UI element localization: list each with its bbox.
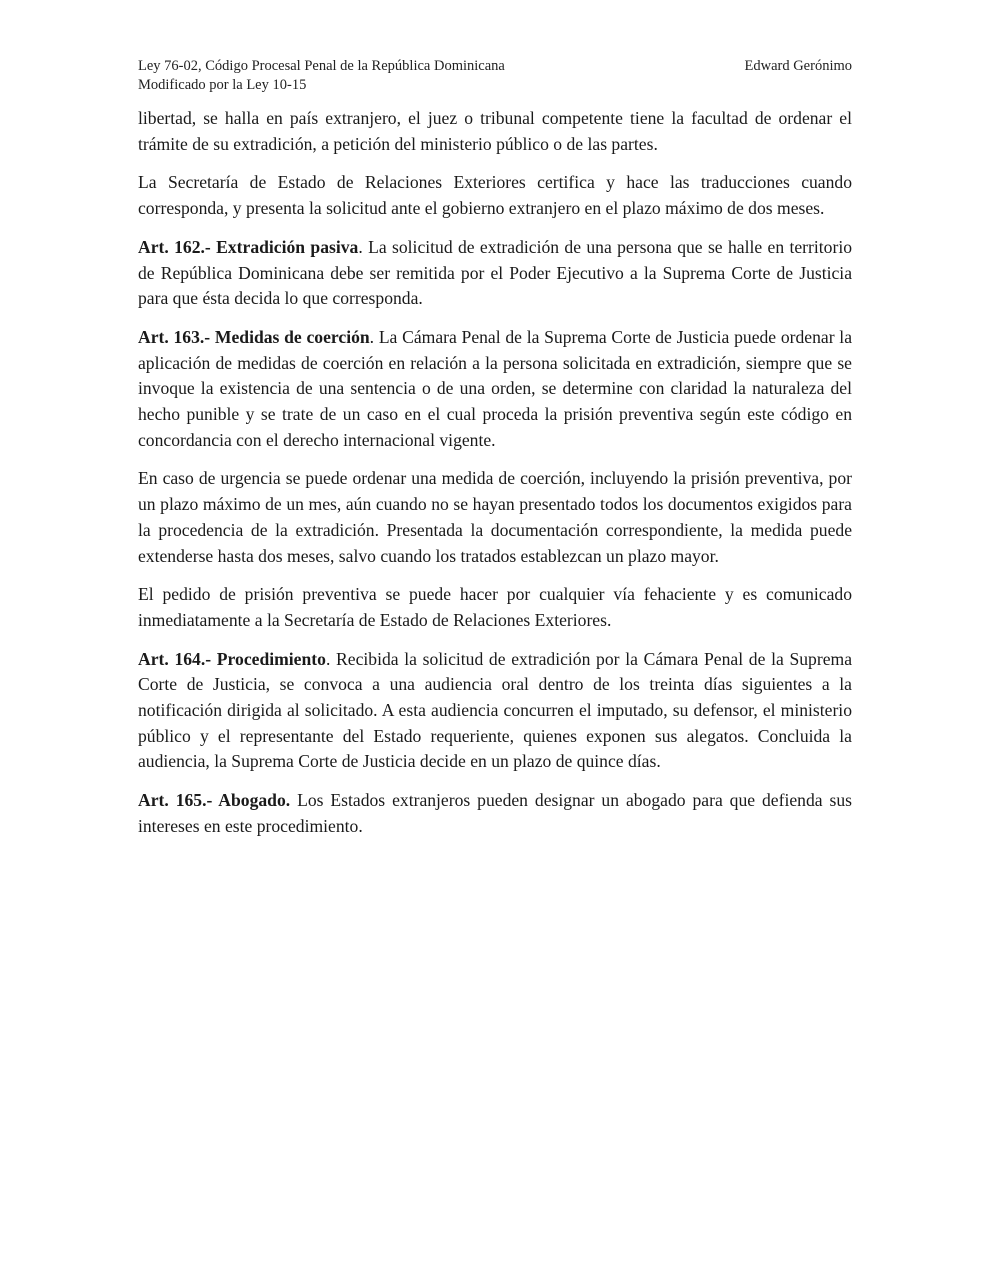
header-subtitle: Modificado por la Ley 10-15 (138, 77, 307, 93)
article-text: La solicitud de extradición de una persona que se halle en territorio de República Dominicana debe ser remitida por el Poder Ejecutivo a la Suprema Corte de Justicia para que ésta decida lo que corresponda. (138, 236, 853, 309)
article-text: Los Estados extranjeros pueden designar un abogado para que defienda sus intereses en este procedimiento. (138, 790, 852, 836)
article-heading: Art. 162.- Extradición pasiva (138, 236, 359, 257)
paragraph-text: El pedido de prisión preventiva se puede hacer por cualquier vía fehaciente y es comunicado inmediatamente a la Secretaría de Estado de Relaciones Exteriores. (138, 584, 852, 630)
paragraph-continuation (138, 106, 852, 157)
article-163 (138, 325, 852, 454)
article-heading: Art. 163.- Medidas de coerción (138, 326, 370, 347)
document-page (138, 57, 852, 853)
article-separator: . (358, 236, 369, 257)
header-row-1 (138, 57, 852, 76)
article-heading: Art. 165.- Abogado. (138, 790, 291, 811)
article-162 (138, 235, 852, 312)
paragraph-relaciones-exteriores (138, 170, 852, 221)
page-header (138, 57, 852, 95)
header-author: Edward Gerónimo (744, 58, 852, 74)
article-text: La Cámara Penal de la Suprema Corte de Justicia puede ordenar la aplicación de medidas de coerción en relación a la persona solicitada en extradición, siempre que se invoque la existencia de una sentencia o de una orden, se determine con claridad la naturaleza del hecho punible y se trate de un caso en el cual proceda la prisión preventiva según este código en concordancia con el derecho internacional vigente. (138, 326, 853, 450)
article-separator: . (369, 326, 379, 347)
document-body (138, 106, 852, 840)
article-165 (138, 788, 852, 839)
paragraph-text: La Secretaría de Estado de Relaciones Exteriores certifica y hace las traducciones cuando corresponda, y presenta la solicitud ante el gobierno extranjero en el plazo máximo de dos meses. (138, 172, 852, 219)
paragraph-pedido-prision (138, 582, 852, 633)
paragraph-urgencia (138, 466, 852, 569)
paragraph-text: En caso de urgencia se puede ordenar una medida de coerción, incluyendo la prisión preventiva, por un plazo máximo de un mes, aún cuando no se hayan presentado todos los documentos exigidos para la procedencia de la extradición. Presentada la documentación correspondiente, la medida puede extenderse hasta dos meses, salvo cuando los tratados establezcan un plazo mayor. (138, 468, 852, 566)
header-title: Ley 76-02, Código Procesal Penal de la República Dominicana (138, 58, 505, 74)
paragraph-text: libertad, se halla en país extranjero, el juez o tribunal competente tiene la facultad de ordenar el trámite de su extradición, a petición del ministerio público o de las partes. (138, 108, 852, 154)
article-164 (138, 647, 852, 776)
article-text: Recibida la solicitud de extradición por la Cámara Penal de la Suprema Corte de Justicia, se convoca a una audiencia oral dentro de los treinta días siguientes a la notificación dirigida al solicitado. A esta audiencia concurren el imputado, su defensor, el ministerio público y el representante del Estado requeriente, quienes exponen sus alegatos. Concluida la audiencia, la Suprema Corte de Justicia decide en un plazo de quince días. (138, 648, 852, 772)
article-heading: Art. 164.- Procedimiento (138, 648, 326, 669)
article-separator: . (325, 648, 337, 669)
